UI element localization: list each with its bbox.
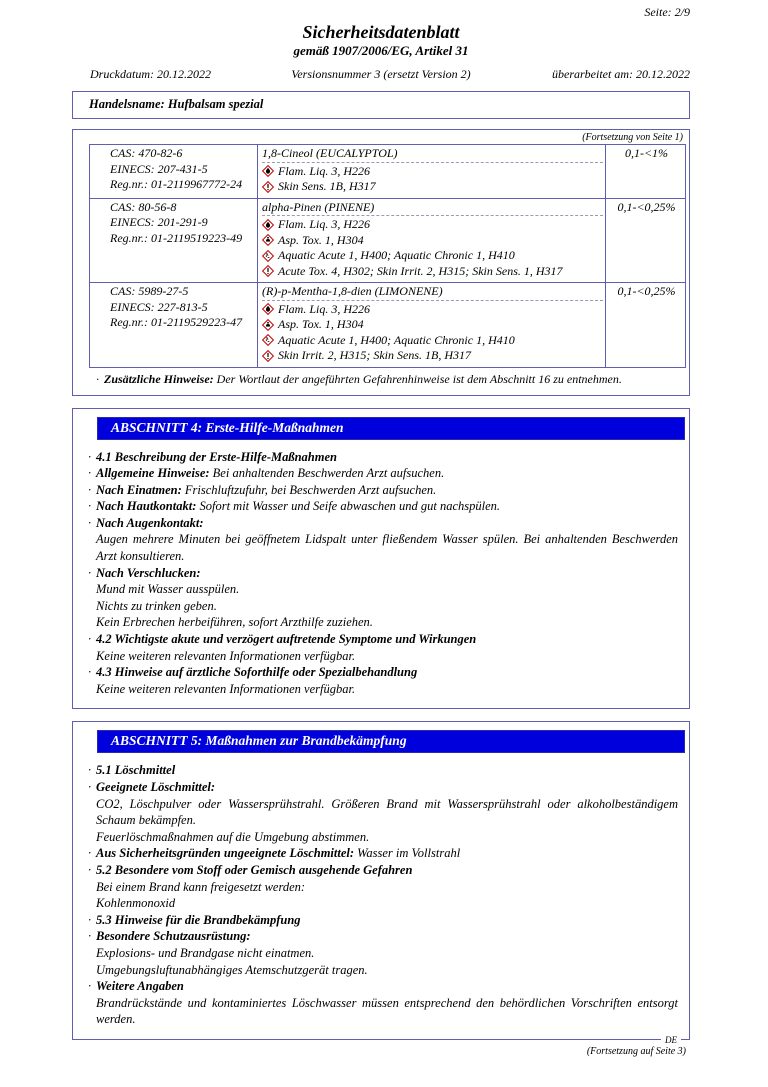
bullet-marker: · [88,565,92,580]
substance-einecs: EINECS: 227-813-5 [110,299,208,314]
section-line [73,978,689,995]
bullet-marker: · [88,780,92,794]
bullet-marker: · [96,371,99,386]
line-label: Nach Verschlucken: [96,565,201,580]
hazard-text: Asp. Tox. 1, H304 [278,317,364,331]
section-line [73,762,689,779]
section-line [73,565,689,582]
section-line [73,962,689,979]
section-line [73,995,689,1028]
section-line [73,928,689,945]
additional-note-line [73,368,689,387]
section-line [73,631,689,648]
line-label: Nach Augenkontakt: [96,515,204,530]
line-text: Kohlenmonoxid [96,896,176,911]
substance-row [90,198,686,283]
substance-row [90,145,686,199]
hazard-classification [262,164,603,180]
line-text: Brandrückstände und kontaminiertes Löschwasser müssen entsprechend den behördlichen Vorschriften entsorgt werden. [96,995,678,1027]
substance-concentration: 0,1-<0,25% [606,283,686,368]
substances-table [89,144,686,368]
hazard-text: Aquatic Acute 1, H400; Aquatic Chronic 1, H410 [278,248,515,262]
bullet-marker: · [88,929,92,944]
bullet-marker: · [88,515,92,530]
hazard-text: Aquatic Acute 1, H400; Aquatic Chronic 1, H410 [278,332,515,347]
section-4-box [72,408,690,710]
section-line [73,779,689,796]
substance-name: (R)-p-Mentha-1,8-dien (LIMONENE) [262,284,443,298]
substance-identifiers-cell [90,145,258,199]
hazard-classification [262,248,603,264]
line-label: 4.2 Wichtigste akute und verzögert auftretende Symptome und Wirkungen [96,632,477,647]
bullet-marker: · [88,449,92,464]
section-line [73,648,689,665]
bullet-marker: · [88,763,92,778]
substances-box [72,129,690,396]
section-line [73,465,689,482]
section-line [73,664,689,681]
section-line [73,598,689,615]
substance-cas: CAS: 5989-27-5 [110,284,189,298]
name-divider [262,162,603,163]
line-label: 5.2 Besondere vom Stoff oder Gemisch ausgehende Gefahren [96,862,413,877]
line-text: Sofort mit Wasser und Seife abwaschen und gut nachspülen. [199,499,501,514]
section-5-content [73,762,689,1028]
version-number: Versionsnummer 3 (ersetzt Version 2) [291,67,471,81]
section-5-header: ABSCHNITT 5: Maßnahmen zur Brandbekämpfung [97,730,685,753]
substance-einecs: EINECS: 201-291-9 [110,215,208,229]
section-line [73,879,689,896]
substance-cas: CAS: 470-82-6 [110,146,183,160]
ghs-health-hazard-icon [262,319,274,331]
continuation-from-note: (Fortsetzung von Seite 1) [582,132,683,143]
section-line [73,945,689,962]
line-text: CO2, Löschpulver oder Wassersprühstrahl. Größeren Brand mit Wassersprühstrahl oder alkoholbeständigem Schaum bekämpfen. [96,796,678,828]
line-text: Feuerlöschmaßnahmen auf die Umgebung abstimmen. [96,829,370,844]
bullet-marker: · [88,632,92,647]
sds-page [72,0,690,1057]
section-5-box [72,721,690,1045]
substance-concentration: 0,1-<0,25% [606,198,686,283]
additional-note-label: Zusätzliche Hinweise: [104,371,214,386]
substance-name: 1,8-Cineol (EUCALYPTOL) [262,146,398,160]
line-label: 5.3 Hinweise für die Brandbekämpfung [96,912,301,927]
hazard-classification [262,302,603,318]
page-number: Seite: 2/9 [644,5,690,19]
hazard-classification [262,179,603,195]
section-line [73,796,689,829]
meta-row [72,67,690,82]
ghs-health-hazard-icon [262,234,274,246]
substance-identifiers-cell [90,283,258,368]
hazard-classification [262,233,603,249]
line-text: Keine weiteren relevanten Informationen verfügbar. [96,681,356,696]
bullet-marker: · [88,862,92,877]
substance-regnr: Reg.nr.: 01-2119519223-49 [110,230,243,245]
section-4-header: ABSCHNITT 4: Erste-Hilfe-Maßnahmen [97,417,685,440]
hazard-text: Flam. Liq. 3, H226 [278,217,371,231]
hazard-text: Skin Irrit. 2, H315; Skin Sens. 1B, H317 [278,348,471,362]
line-label: Weitere Angaben [96,979,184,994]
name-divider [262,300,603,301]
ghs-exclamation-icon [262,265,274,277]
section-line [73,829,689,846]
substance-hazards-cell [258,198,606,283]
line-label: 4.1 Beschreibung der Erste-Hilfe-Maßnahmen [96,449,337,464]
line-text: Umgebungsluftunabhängiges Atemschutzgerät tragen. [96,962,368,977]
section-line [73,895,689,912]
substance-cas: CAS: 80-56-8 [110,199,177,214]
ghs-exclamation-icon [262,181,274,193]
line-text: Wasser im Vollstrahl [357,846,461,861]
hazard-text: Flam. Liq. 3, H226 [278,301,371,316]
line-text: Keine weiteren relevanten Informationen verfügbar. [96,648,356,663]
hazard-classification [262,348,603,364]
print-date: Druckdatum: 20.12.2022 [90,67,211,81]
substance-row [90,283,686,368]
line-label: Besondere Schutzausrüstung: [96,929,251,944]
bullet-marker: · [88,499,92,514]
ghs-flame-icon [262,219,274,231]
line-text: Explosions- und Brandgase nicht einatmen. [96,945,315,960]
line-text: Bei anhaltenden Beschwerden Arzt aufsuchen. [212,466,445,481]
bullet-marker: · [88,466,92,481]
line-label: Geeignete Löschmittel: [96,780,216,794]
line-label: Allgemeine Hinweise: [96,466,213,481]
substance-regnr: Reg.nr.: 01-2119529223-47 [110,315,243,329]
revision-date: überarbeitet am: 20.12.2022 [552,67,690,81]
trade-name: Handelsname: Hufbalsam spezial [89,97,264,111]
document-title: Sicherheitsdatenblatt [302,22,460,42]
trade-name-box [72,91,690,119]
line-label: Nach Einatmen: [96,482,185,497]
bullet-marker: · [88,846,92,861]
language-marker: DE [661,1034,681,1046]
hazard-text: Skin Sens. 1B, H317 [278,179,376,193]
ghs-flame-icon [262,165,274,177]
line-text: Kein Erbrechen herbeiführen, sofort Arzthilfe zuziehen. [96,615,373,630]
hazard-text: Acute Tox. 4, H302; Skin Irrit. 2, H315; Skin Sens. 1, H317 [278,263,563,278]
hazard-classification [262,333,603,349]
section-line [73,681,689,698]
line-text: Augen mehrere Minuten bei geöffnetem Lidspalt unter fließendem Wasser spülen. Bei anhaltenden Beschwerden Arzt konsultieren. [96,532,678,564]
line-label: 5.1 Löschmittel [96,763,176,778]
section-line [73,449,689,466]
line-label: Nach Hautkontakt: [96,499,200,514]
continuation-next-note: (Fortsetzung auf Seite 3) [586,1045,686,1057]
document-subtitle: gemäß 1907/2006/EG, Artikel 31 [293,43,469,58]
substance-hazards-cell [258,145,606,199]
hazard-text: Flam. Liq. 3, H226 [278,163,371,178]
hazard-classification [262,217,603,233]
section-line [73,482,689,499]
additional-note-text: Der Wortlaut der angeführten Gefahrenhinweise ist dem Abschnitt 16 zu entnehmen. [216,371,622,386]
bullet-marker: · [88,665,92,680]
section-line [73,845,689,862]
section-line [73,498,689,515]
line-text: Nichts zu trinken geben. [96,598,217,613]
ghs-environment-icon [262,250,274,262]
ghs-flame-icon [262,303,274,315]
hazard-classification [262,317,603,333]
substance-concentration: 0,1-<1% [606,145,686,199]
substance-einecs: EINECS: 207-431-5 [110,161,208,176]
bullet-marker: · [88,482,92,497]
substance-identifiers-cell [90,198,258,283]
hazard-text: Asp. Tox. 1, H304 [278,232,364,247]
section-line [73,614,689,631]
bullet-marker: · [88,912,92,927]
hazard-classification [262,264,603,280]
substance-name: alpha-Pinen (PINENE) [262,199,375,214]
line-text: Frischluftzufuhr, bei Beschwerden Arzt aufsuchen. [184,482,437,497]
line-text: Bei einem Brand kann freigesetzt werden: [96,879,306,894]
name-divider [262,215,603,216]
substance-hazards-cell [258,283,606,368]
section-line [73,912,689,929]
bullet-marker: · [88,979,92,994]
ghs-exclamation-icon [262,350,274,362]
section-line [73,531,689,564]
line-text: Mund mit Wasser ausspülen. [96,582,240,597]
section-4-content [73,449,689,698]
line-label: Aus Sicherheitsgründen ungeeignete Löschmittel: [96,846,358,861]
ghs-environment-icon [262,334,274,346]
line-label: 4.3 Hinweise auf ärztliche Soforthilfe oder Spezialbehandlung [96,665,418,680]
section-line [73,862,689,879]
substance-regnr: Reg.nr.: 01-2119967772-24 [110,177,243,191]
section-line [73,515,689,532]
section-line [73,581,689,598]
